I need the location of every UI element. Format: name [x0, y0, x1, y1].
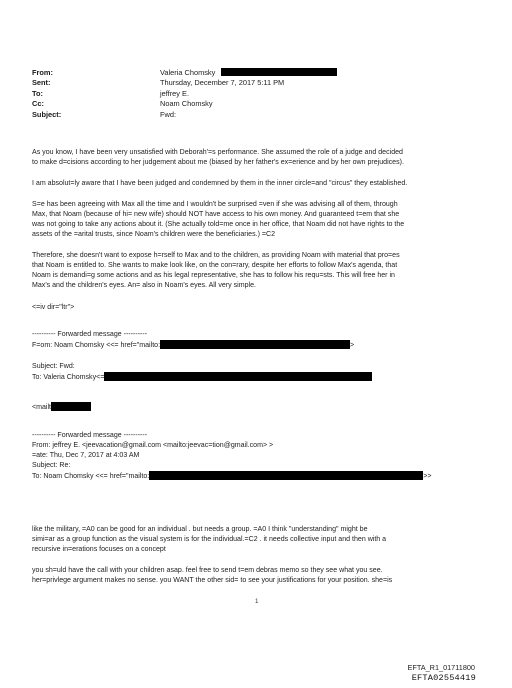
forwarded-message-1	[32, 330, 484, 351]
body-line: S=e has been agreeing with Max all the time and I wouldn't be surprised =ven if she was advising all of them, through	[32, 201, 398, 208]
paragraph-4	[32, 251, 484, 291]
mailto-fragment	[32, 402, 484, 413]
forward-to-text: To: Noam Chomsky <<= href="mailto:	[32, 473, 150, 481]
redaction-bar	[149, 471, 423, 480]
redaction-bar	[51, 402, 91, 411]
body-line: simi=ar as a group function as the visual system is for the individual.=C2 . it needs collective input and then with a	[32, 536, 387, 544]
forward-separator: ---------- Forwarded message ----------	[32, 331, 148, 338]
sent-label: Sent:	[32, 78, 51, 88]
email-header	[32, 68, 337, 120]
div-tag-line	[32, 303, 484, 313]
header-sent-row	[32, 78, 337, 88]
body-line: assets of the =arital trusts, since Noam's children were the beneficiaries.) =C2	[32, 231, 276, 239]
subject-label: Subject:	[32, 109, 62, 119]
page-number: 1	[255, 598, 259, 605]
header-from-row	[32, 68, 337, 78]
forward-to	[32, 372, 484, 383]
sent-value: Thursday, December 7, 2017 5:11 PM	[160, 78, 285, 88]
body-line: was not going to take any actions about it. (She actually told=me once in her office, that Noam did not have rights to the	[32, 221, 405, 229]
paragraph-5	[32, 525, 484, 555]
paragraph-1	[32, 148, 484, 168]
body-line: Therefore, she doesn't want to expose h=rself to Max and to the children, as providing Noam with material that pro=es	[32, 252, 400, 259]
body-line: that Noam is entitled to. She wants to make look like, on the con=rary, despite her efforts to follow Max's agenda, that	[32, 262, 398, 270]
forward-separator: ---------- Forwarded message ----------	[32, 432, 148, 439]
subject-value: Fwd:	[160, 109, 177, 119]
body-line: As you know, I have been very unsatisfied with Deborah'=s performance. She assumed the role of a judge and decided	[32, 149, 403, 156]
to-label: To:	[32, 88, 43, 98]
body-line: Max's and the children's eyes. An= also in Noam's eyes. All very simple.	[32, 282, 256, 290]
forward-from: From: jeffrey E. <jeevacation@gmail.com <mailto:jeevac=tion@gmail.com> >	[32, 442, 274, 450]
header-cc-row	[32, 99, 337, 109]
body-line: her=privlege argument makes no sense. you WANT the other sid= to see your justifications for your position. she=is	[32, 577, 393, 585]
body-line: <=iv dir="ltr">	[32, 304, 75, 311]
forward-from-text: F=om: Noam Chomsky <<= href="mailto:	[32, 342, 161, 350]
forward-from-tail: >	[350, 342, 355, 350]
bates-number-small: EFTA_R1_01711800	[407, 663, 475, 672]
forward-subject: Subject: Re:	[32, 462, 71, 470]
mailto-text: <mailt	[32, 404, 51, 411]
body-line: Max, that Noam (because of hi= new wife) should NOT have access to his own money. And guaranteed t=em that she	[32, 211, 400, 219]
forwarded-message-2	[32, 431, 484, 482]
body-line: Noam is demandi=g some actions and as his legal representative, she has to follow his requ=sts. This will free her in	[32, 272, 395, 280]
header-to-row	[32, 89, 337, 99]
forward-to	[32, 471, 484, 482]
body-line: I am absolut=ly aware that I have been judged and condemned by them in the inner circle=and "circus" they established.	[32, 180, 408, 187]
forward-date: =ate: Thu, Dec 7, 2017 at 4:03 AM	[32, 452, 140, 460]
body-line: recursive in=erations focuses on a concept	[32, 546, 166, 554]
to-value: jeffrey E.	[160, 88, 190, 98]
forward-to-tail: >>	[423, 473, 432, 481]
forward-to-text: To: Valeria Chomsky<=	[32, 374, 105, 382]
cc-value: Noam Chomsky	[160, 99, 213, 109]
bates-number-large: EFTA02554419	[411, 673, 476, 683]
paragraph-2	[32, 179, 484, 189]
paragraph-6	[32, 566, 484, 586]
redaction-bar	[104, 372, 372, 381]
cc-label: Cc:	[32, 99, 44, 109]
mailto-line	[32, 402, 484, 413]
from-value: Valeria Chomsky	[160, 68, 216, 77]
forward-subject: Subject: Fwd:	[32, 363, 75, 370]
header-subject-row	[32, 110, 337, 120]
body-line: to make d=cisions according to her judgement about me (biased by her father's ex=erience and by her own prejudices).	[32, 159, 404, 167]
from-label: From:	[32, 68, 53, 77]
body-line: like the military, =A0 can be good for an individual . but needs a group. =A0 I think "understanding" might be	[32, 526, 368, 533]
body-line: you sh=uld have the call with your children asap. feel free to send t=em debras memo so they see what you see.	[32, 567, 383, 574]
forwarded-message-1-details	[32, 362, 484, 383]
forward-from	[32, 340, 484, 351]
paragraph-3	[32, 200, 484, 240]
redaction-bar	[160, 340, 350, 349]
redaction-bar	[221, 68, 337, 76]
